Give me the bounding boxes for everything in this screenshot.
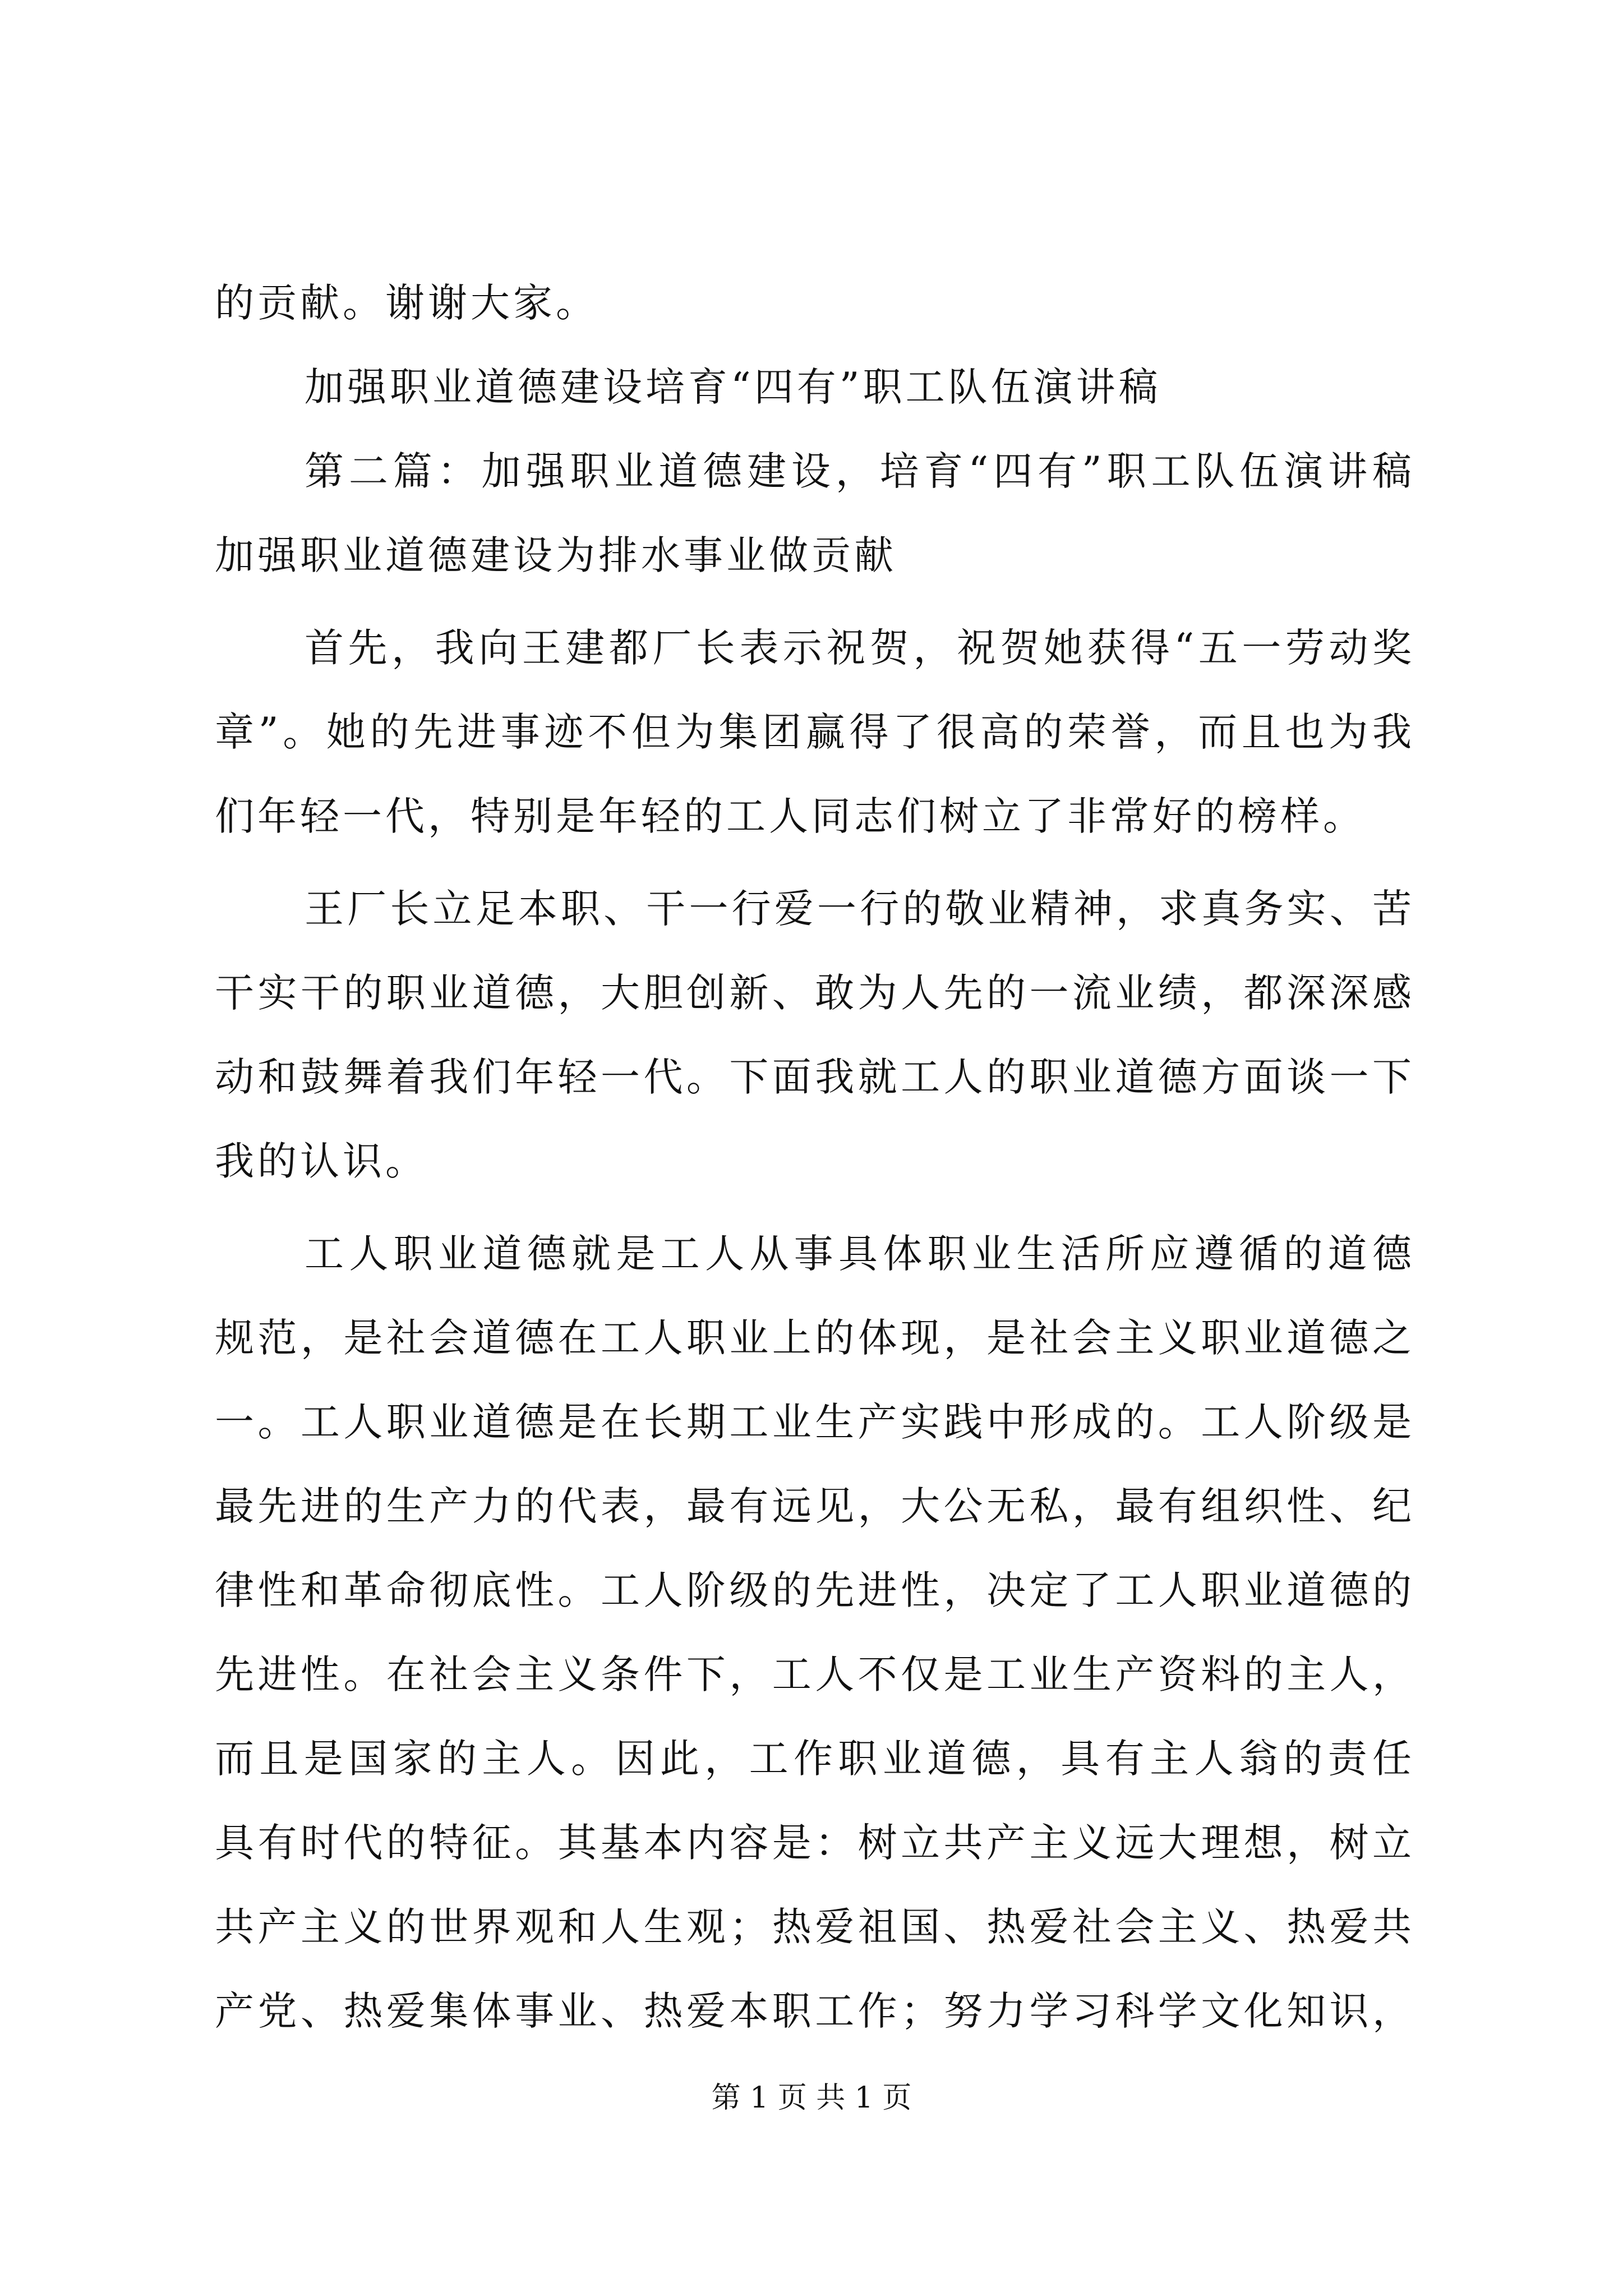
text-line: 共产主义的世界观和人生观；热爱祖国、热爱社会主义、热爱共 — [215, 1904, 1415, 1950]
document-body — [215, 261, 1415, 2053]
text-line: 加强职业道德建设为排水事业做贡献 — [215, 532, 897, 578]
text-line: 们年轻一代，特别是年轻的工人同志们树立了非常好的榜样。 — [215, 793, 1366, 839]
text-line: 干实干的职业道德，大胆创新、敢为人先的一流业绩，都深深感 — [215, 970, 1415, 1016]
text-line: 我的认识。 — [215, 1138, 428, 1184]
text-line: 而且是国家的主人。因此，工作职业道德，具有主人翁的责任 — [215, 1736, 1415, 1782]
text-line: 律性和革命彻底性。工人阶级的先进性，决定了工人职业道德的 — [215, 1567, 1415, 1613]
text-line: 的贡献。谢谢大家。 — [215, 280, 598, 326]
text-line: 产党、热爱集体事业、热爱本职工作；努力学习科学文化知识， — [215, 1988, 1415, 2034]
text-line: 王厂长立足本职、干一行爱一行的敬业精神，求真务实、苦 — [305, 886, 1415, 932]
text-line: 动和鼓舞着我们年轻一代。下面我就工人的职业道德方面谈一下 — [215, 1054, 1415, 1100]
page-footer: 第 1 页 共 1 页 — [711, 2081, 912, 2115]
text-line: 先进性。在社会主义条件下，工人不仅是工业生产资料的主人， — [215, 1651, 1415, 1697]
text-line: 规范，是社会道德在工人职业上的体现，是社会主义职业道德之 — [215, 1315, 1415, 1361]
text-line: 最先进的生产力的代表，最有远见，大公无私，最有组织性、纪 — [215, 1483, 1415, 1529]
text-line: 一。工人职业道德是在长期工业生产实践中形成的。工人阶级是 — [215, 1399, 1415, 1445]
text-line: 首先，我向王建都厂长表示祝贺，祝贺她获得“五一劳动奖 — [305, 625, 1415, 671]
text-line: 具有时代的特征。其基本内容是：树立共产主义远大理想，树立 — [215, 1820, 1415, 1866]
text-line: 第二篇：加强职业道德建设，培育“四有”职工队伍演讲稿 — [305, 448, 1415, 494]
text-line: 工人职业道德就是工人从事具体职业生活所应遵循的道德 — [305, 1231, 1415, 1277]
text-line: 章”。她的先进事迹不但为集团赢得了很高的荣誉，而且也为我 — [215, 709, 1415, 755]
text-line: 加强职业道德建设培育“四有”职工队伍演讲稿 — [305, 364, 1161, 410]
